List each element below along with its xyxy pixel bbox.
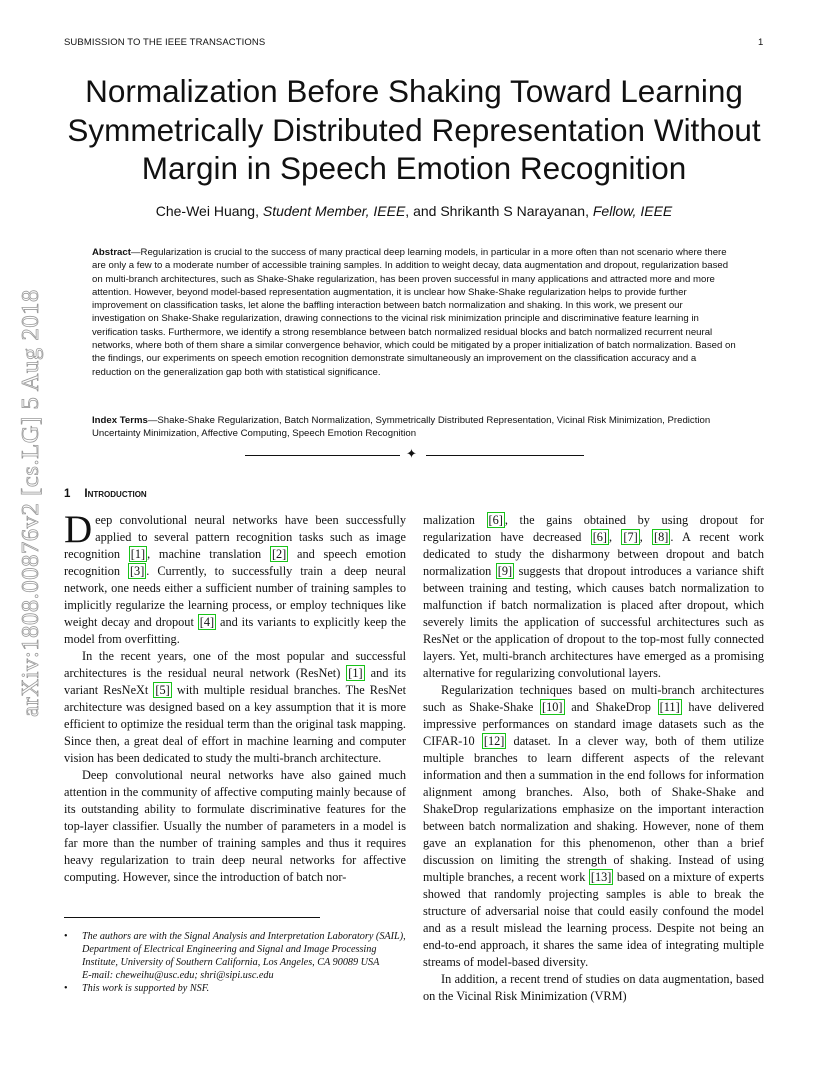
index-terms-label: Index Terms <box>92 415 148 426</box>
running-header: SUBMISSION TO THE IEEE TRANSACTIONS <box>64 37 266 48</box>
author-membership: Student Member, IEEE <box>262 203 406 219</box>
text-run: , machine translation <box>147 547 270 561</box>
page-number: 1 <box>758 37 764 48</box>
text-run: . A recent work dedicated to study the disharmony between dropout and batch normalization <box>423 530 764 578</box>
section-title: Introduction <box>84 488 147 500</box>
bullet-icon: • <box>64 983 68 994</box>
text-run: and its variant ResNeXt <box>64 666 406 697</box>
citation-link[interactable]: [5] <box>155 683 170 697</box>
index-terms <box>92 414 737 441</box>
citation-link[interactable]: [6] <box>488 513 503 527</box>
arxiv-stamp <box>11 258 51 748</box>
section-number: 1 <box>64 488 71 500</box>
section-heading <box>64 488 147 500</box>
text-run: with multiple residual branches. The ResNet architecture was designed based on a key assumption that it is more efficient to optimize the residual term than the original task mapping. Since then, a great deal of effort in machine learning and computer vision has been dedicated to study the multi-branch architecture. <box>64 683 406 765</box>
text-run: In the recent years, one of the most popular and successful architectures is the residual neural network (ResNet) <box>64 649 406 680</box>
text-run: based on a mixture of experts showed that randomly projecting samples is able to break the structure of adversarial noise that could easily confound the model and as a result mislead the learning process. Despite not being an end-to-end approach, it shares the same idea of integrating multiple streams of model-based diversity. <box>423 870 764 969</box>
abstract-text: —Regularization is crucial to the success of many practical deep learning models, in particular in a more often than not scenario where there are only a few to a moderate number of accessible training samples. In addition to weight decay, data augmentation and dropout, regularization based on multi-branch architectures, such as Shake-Shake regularization, has been proven successful in many applications and attracted more and more attention. However, beyond model-based representation augmentation, it is unclear how Shake-Shake regularization helps to provide further improvement on classification tasks, let alone the baffling interaction between batch normalization and shaking. In this work, we present our investigation on Shake-Shake regularization, drawing connections to the vicinal risk minimization principle and discriminative feature learning in verification tasks. Furthermore, we identify a strong resemblance between batch normalized residual blocks and batch normalized recurrent neural networks, where both of them share a similar convergence behavior, which could be mitigated by a proper initialization of batch normalization. Based on the findings, our experiments on speech emotion recognition demonstrate simultaneously an improvement on the classification accuracy and a reduction on the generalization gap both with statistical significance. <box>92 247 736 378</box>
citation-link[interactable]: [9] <box>497 564 513 578</box>
author-name: Che-Wei Huang <box>155 203 256 219</box>
author-name: Shrikanth S Narayanan <box>440 203 586 219</box>
footnote <box>64 930 408 982</box>
text-run: , <box>639 530 653 544</box>
paper-title: Normalization Before Shaking Toward Learning Symmetrically Distributed Representation Without Margin in Speech Emotion Recognition <box>67 73 761 186</box>
text-run: and speech emotion recognition <box>64 547 406 578</box>
divider-rule <box>426 455 584 456</box>
text-run: and its variants to explicitly keep the model from overfitting. <box>64 615 406 646</box>
text-run: and ShakeDrop <box>564 700 658 714</box>
paragraph <box>64 508 406 648</box>
citation-link[interactable]: [11] <box>659 700 680 714</box>
citation-link[interactable]: [7] <box>623 530 638 544</box>
text-run: . Currently, to successfully train a deep neural network, one needs either a sufficient number of training samples to implicitly regularize the learning process, or employ techniques like weight decay and dropout <box>64 564 406 629</box>
divider-rule <box>245 455 400 456</box>
paragraph: In addition, a recent trend of studies on data augmentation, based on the Vicinal Risk Minimization (VRM) <box>423 972 764 1003</box>
text-run: Regularization techniques based on multi-branch architectures such as Shake-Shake <box>423 683 764 714</box>
paragraph <box>64 648 406 767</box>
citation-link[interactable]: [8] <box>654 530 669 544</box>
paragraph <box>423 682 764 971</box>
text-run: suggests that dropout introduces a variance shift between training and testing, which causes batch normalization to malfunction if batch normalization is placed after dropout, which severely limits the application of successful architectures such as ResNet or the application of dropout to the top-most fully connected layers. Yet, multi-branch architectures have emerged as a promising alternative for regularizing convolutional layers. <box>423 564 764 680</box>
footnote-text: This work is supported by NSF. <box>82 983 210 994</box>
body-column-left <box>64 508 406 886</box>
arxiv-identifier: arXiv:1808.00876v2 [cs.LG] 5 Aug 2018 <box>17 289 45 717</box>
author-conjunction: , and <box>405 203 441 219</box>
text-run: malization <box>423 513 487 527</box>
citation-link[interactable]: [10] <box>542 700 563 714</box>
text-run: dataset. In a clever way, both of them utilize multiple branches to learn different aspects of the relevant information and then a summation in the end follows for information alignment among branches. Also, both of Shake-Shake and ShakeDrop regularizations emphasize on the important interaction between batch normalization and shaking. However, none of them gave an explanation for this phenomenon, other than a brief discussion on limiting the strength of shaking. Instead of using multiple branches, a recent work <box>423 734 764 884</box>
citation-link[interactable]: [4] <box>199 615 215 629</box>
index-terms-text: —Shake-Shake Regularization, Batch Normalization, Symmetrically Distributed Representation, Vicinal Risk Minimization, Prediction Uncertainty Minimization, Affective Computing, Speech Emotion Recognition <box>92 415 711 440</box>
drop-cap: D <box>64 508 93 551</box>
footnote-email: E-mail: cheweihu@usc.edu; shri@sipi.usc.edu <box>82 970 274 981</box>
footnotes <box>64 930 408 995</box>
footnote <box>64 982 408 995</box>
text-run: , the gains obtained by using dropout for regularization have decreased <box>423 513 765 544</box>
citation-link[interactable]: [12] <box>483 734 505 748</box>
author-membership: Fellow, IEEE <box>592 203 673 219</box>
citation-link[interactable]: [1] <box>130 547 146 561</box>
abstract-label: Abstract <box>92 247 131 258</box>
bullet-icon: • <box>64 931 68 942</box>
paragraph: Deep convolutional neural networks have also gained much attention in the community of affective computing mainly because of its outstanding ability to formulate discriminative features for the top-layer classifier. Usually the number of parameters in a model is far more than the number of training samples and thus it requires heavy regularization to train deep neural networks for affective computing. However, since the introduction of batch nor- <box>64 768 406 884</box>
text-run: , <box>609 530 622 544</box>
citation-link[interactable]: [13] <box>590 870 612 884</box>
text-run: eep convolutional neural networks have been successfully applied to several pattern recognition tasks such as image recognition <box>64 513 406 561</box>
paragraph <box>423 512 764 682</box>
divider-ornament-icon: ✦ <box>406 447 417 462</box>
author-line: Che-Wei Huang, Student Member, IEEE, and Shrikanth S Narayanan, Fellow, IEEE <box>155 203 673 219</box>
citation-link[interactable]: [1] <box>348 666 363 680</box>
footnote-rule <box>64 917 320 918</box>
footnote-text: The authors are with the Signal Analysis and Interpretation Laboratory (SAIL), Department of Electrical Engineering and Signal and Image Processing Institute, University of Southern California, Los Angeles, CA 90089 USA <box>82 931 406 968</box>
citation-link[interactable]: [6] <box>592 530 608 544</box>
citation-link[interactable]: [3] <box>129 564 145 578</box>
text-run: have delivered impressive performances on standard image datasets such as the CIFAR-10 <box>423 700 764 748</box>
body-column-right <box>423 512 764 1005</box>
citation-link[interactable]: [2] <box>271 547 287 561</box>
abstract <box>92 246 737 379</box>
